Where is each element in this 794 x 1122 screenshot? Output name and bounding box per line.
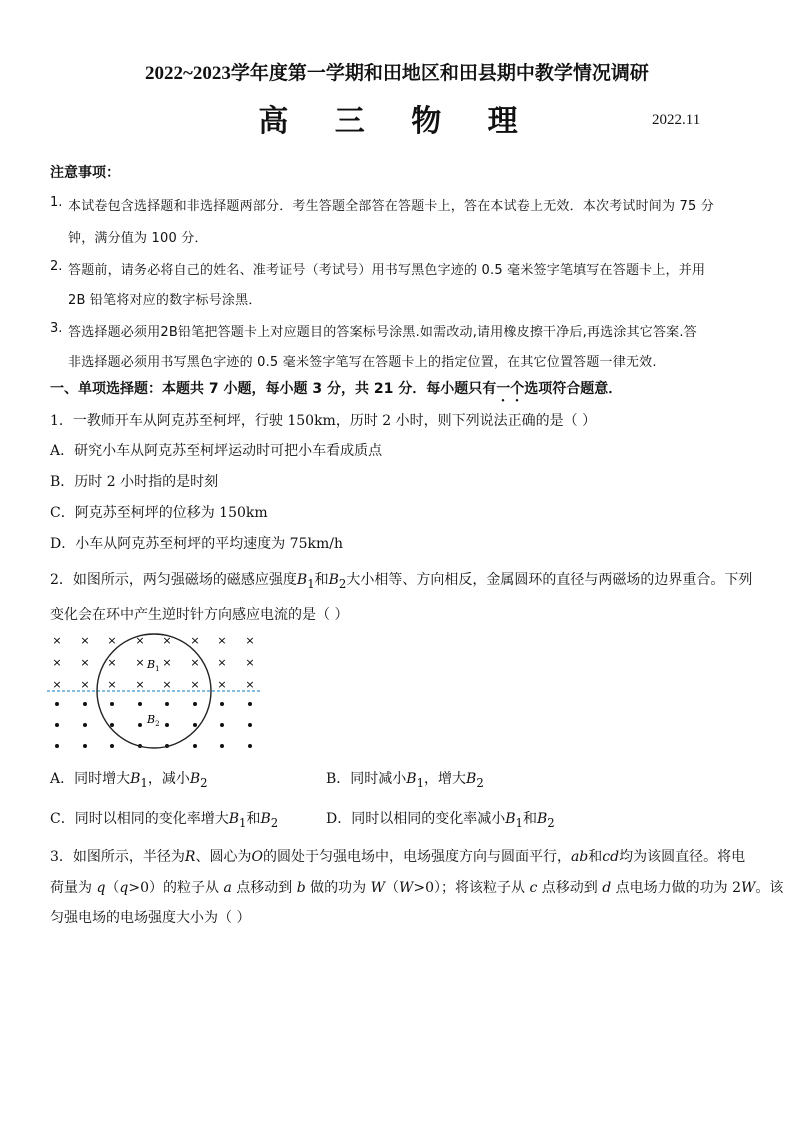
dot-mark <box>193 702 197 706</box>
question-3-line3: 匀强电场的电场强度大小为（ ） <box>50 910 251 926</box>
symbol-b: B <box>260 811 271 827</box>
dot-mark <box>220 723 224 727</box>
math-variable: q <box>119 880 129 896</box>
option-text: C．同时以相同的变化率增大 <box>50 811 229 827</box>
symbol-b: B <box>328 572 339 588</box>
subscript: 1 <box>416 775 425 790</box>
math-variable: W <box>399 880 414 896</box>
subscript: 2 <box>547 815 555 830</box>
dot-mark <box>193 744 197 748</box>
question-3-text: （ <box>105 880 120 896</box>
subject-title: 高 三 物 理 <box>258 104 536 139</box>
math-variable: R <box>184 849 196 865</box>
dot-mark <box>83 744 87 748</box>
section-heading <box>50 378 622 405</box>
section-heading-text: 一、单项选择题：本题共 7 小题，每小题 3 分，共 21 分．每小题只有 <box>50 381 497 397</box>
symbol-b: B <box>189 771 201 787</box>
cross-mark: × <box>245 656 255 669</box>
label-b2: $B_2$ <box>147 713 160 728</box>
dot-mark <box>83 723 87 727</box>
dot-mark <box>110 723 114 727</box>
question-3-line2 <box>50 877 783 897</box>
cross-mark: × <box>80 656 90 669</box>
cross-mark: × <box>245 634 255 647</box>
question-3-text: 点移动到 <box>537 880 603 896</box>
dot-mark <box>138 702 142 706</box>
cross-mark: × <box>135 678 145 691</box>
dot-mark <box>83 702 87 706</box>
option-text: ，增大 <box>424 771 467 787</box>
question-3-text: 荷量为 <box>50 880 97 896</box>
notice-item-number: 2. <box>50 259 63 274</box>
symbol-b: B <box>130 771 141 787</box>
question-3-text: >0）的粒子从 <box>128 880 224 896</box>
notice-item-text: 2B 铅笔将对应的数字标号涂黑． <box>68 293 262 308</box>
symbol-b: B <box>536 811 548 827</box>
dot-mark <box>220 702 224 706</box>
dot-mark <box>165 702 169 706</box>
symbol-b: B <box>505 811 516 827</box>
notice-item-text: 答选择题必须用2B铅笔把答题卡上对应题目的答案标号涂黑.如需改动,请用橡皮擦干净后,再选涂其它答案.答 <box>68 325 697 340</box>
option-text: B．同时减小 <box>326 771 407 787</box>
cross-mark: × <box>162 678 172 691</box>
math-variable: b <box>296 880 306 896</box>
cross-mark: × <box>107 656 117 669</box>
cross-mark: × <box>52 634 62 647</box>
cross-mark: × <box>217 678 227 691</box>
dot-mark <box>55 723 59 727</box>
subscript: 2 <box>270 815 279 830</box>
dot-mark <box>165 723 169 727</box>
option-text: ，减小 <box>147 771 190 787</box>
subscript: 2 <box>200 775 208 790</box>
magnetic-field-diagram <box>42 628 272 758</box>
section-heading-text: 选项符合题意． <box>524 381 623 397</box>
subscript: 1 <box>140 775 148 790</box>
dot-mark <box>220 744 224 748</box>
math-variable: W <box>741 880 756 896</box>
question-2-option-d <box>326 808 555 830</box>
notice-item-text: 非选择题必须用书写黑色字迹的 0.5 毫米签字笔写在答题卡上的指定位置，在其它位置答题一律无效. <box>68 355 657 370</box>
notice-item-number: 3. <box>50 321 63 336</box>
dot-mark <box>55 702 59 706</box>
cross-mark: × <box>135 656 145 669</box>
exam-date: 2022.11 <box>652 112 701 128</box>
question-1-stem: 1．一教师开车从阿克苏至柯坪，行驶 150km，历时 2 小时，则下列说法正确的是（ ） <box>50 413 597 429</box>
question-2-stem-line2: 变化会在环中产生逆时针方向感应电流的是（ ） <box>50 607 349 623</box>
math-variable: c <box>529 880 538 896</box>
symbol-b: B <box>296 572 308 588</box>
option-text: D．同时以相同的变化率减小 <box>326 811 506 827</box>
question-3-text: 、圆心为 <box>195 849 252 865</box>
math-variable: cd <box>602 849 620 865</box>
cross-mark: × <box>245 678 255 691</box>
dot-mark <box>248 702 252 706</box>
cross-mark: × <box>80 678 90 691</box>
cross-mark: × <box>107 634 117 647</box>
question-3-text: （ <box>385 880 400 896</box>
symbol-b: B <box>228 811 240 827</box>
notice-item-text: 钟，满分值为 100 分． <box>68 231 208 246</box>
question-3-text: 3．如图所示，半径为 <box>50 849 185 865</box>
question-3-text: 点移动到 <box>231 880 297 896</box>
section-heading-emphasis: 一个 <box>496 381 525 397</box>
math-variable: O <box>251 849 263 865</box>
question-1-option-b: B．历时 2 小时指的是时刻 <box>50 474 219 490</box>
question-2-option-b <box>326 768 484 790</box>
cross-mark: × <box>190 656 200 669</box>
math-variable: W <box>370 880 386 896</box>
question-3-text: 点电场力做的功为 2 <box>611 880 742 896</box>
cross-mark: × <box>217 656 227 669</box>
question-2-option-a <box>50 768 208 790</box>
question-2-stem-text: 大小相等、方向相反，金属圆环的直径与两磁场的边界重合。下列 <box>346 572 753 588</box>
question-3-text: 均为该圆直径。将电 <box>619 849 746 865</box>
subscript: 1 <box>239 815 247 830</box>
question-3-text: 做的功为 <box>305 880 371 896</box>
option-text: 和 <box>522 811 537 827</box>
question-3-line1 <box>50 846 745 866</box>
label-b1: $B_1$ <box>147 658 160 673</box>
dot-mark <box>55 744 59 748</box>
dot-mark <box>248 744 252 748</box>
cross-mark: × <box>190 678 200 691</box>
question-2-stem-text: 2．如图所示，两匀强磁场的磁感应强度 <box>50 572 297 588</box>
question-2-stem-text: 和 <box>314 572 329 588</box>
question-2-option-c <box>50 808 278 830</box>
cross-mark: × <box>107 678 117 691</box>
math-variable: ab <box>570 849 589 865</box>
cross-mark: × <box>135 634 145 647</box>
cross-mark: × <box>162 634 172 647</box>
dot-mark <box>110 702 114 706</box>
question-1-option-d: D．小车从阿克苏至柯坪的平均速度为 75km/h <box>50 536 343 552</box>
notice-item-number: 1. <box>50 195 63 210</box>
cross-mark: × <box>190 634 200 647</box>
math-variable: d <box>602 880 612 896</box>
notice-heading: 注意事项： <box>50 165 120 181</box>
dot-mark <box>110 744 114 748</box>
cross-mark: × <box>52 656 62 669</box>
dot-mark <box>138 723 142 727</box>
question-2-stem <box>50 569 752 591</box>
subscript: 1 <box>515 815 523 830</box>
question-3-text: 。该 <box>755 880 784 896</box>
question-1-option-c: C．阿克苏至柯坪的位移为 150km <box>50 505 268 521</box>
question-3-text: 的圆处于匀强电场中，电场强度方向与圆面平行， <box>262 849 571 865</box>
cross-mark: × <box>80 634 90 647</box>
dot-mark <box>248 723 252 727</box>
cross-mark: × <box>162 656 172 669</box>
question-3-text: >0）；将该粒子从 <box>413 880 530 896</box>
math-variable: a <box>223 880 232 896</box>
subscript: 1 <box>307 576 315 591</box>
option-text: 和 <box>246 811 261 827</box>
cross-mark: × <box>217 634 227 647</box>
notice-item-text: 答题前，请务必将自己的姓名、准考证号（考试号）用书写黑色字迹的 0.5 毫米签字笔填写在答题卡上，并用 <box>68 263 706 278</box>
question-3-text: 和 <box>588 849 603 865</box>
symbol-b: B <box>406 771 417 787</box>
exam-title: 2022~2023学年度第一学期和田地区和田县期中教学情况调研 <box>145 63 649 84</box>
notice-item-text: 本试卷包含选择题和非选择题两部分．考生答题全部答在答题卡上，答在本试卷上无效．本次考试时间为 75 分 <box>68 199 715 214</box>
symbol-b: B <box>466 771 477 787</box>
option-text: A．同时增大 <box>50 771 131 787</box>
cross-mark: × <box>52 678 62 691</box>
subscript: 2 <box>476 775 484 790</box>
question-1-option-a: A．研究小车从阿克苏至柯坪运动时可把小车看成质点 <box>50 443 383 459</box>
dot-mark <box>193 723 197 727</box>
math-variable: q <box>96 880 106 896</box>
subscript: 2 <box>338 576 347 591</box>
